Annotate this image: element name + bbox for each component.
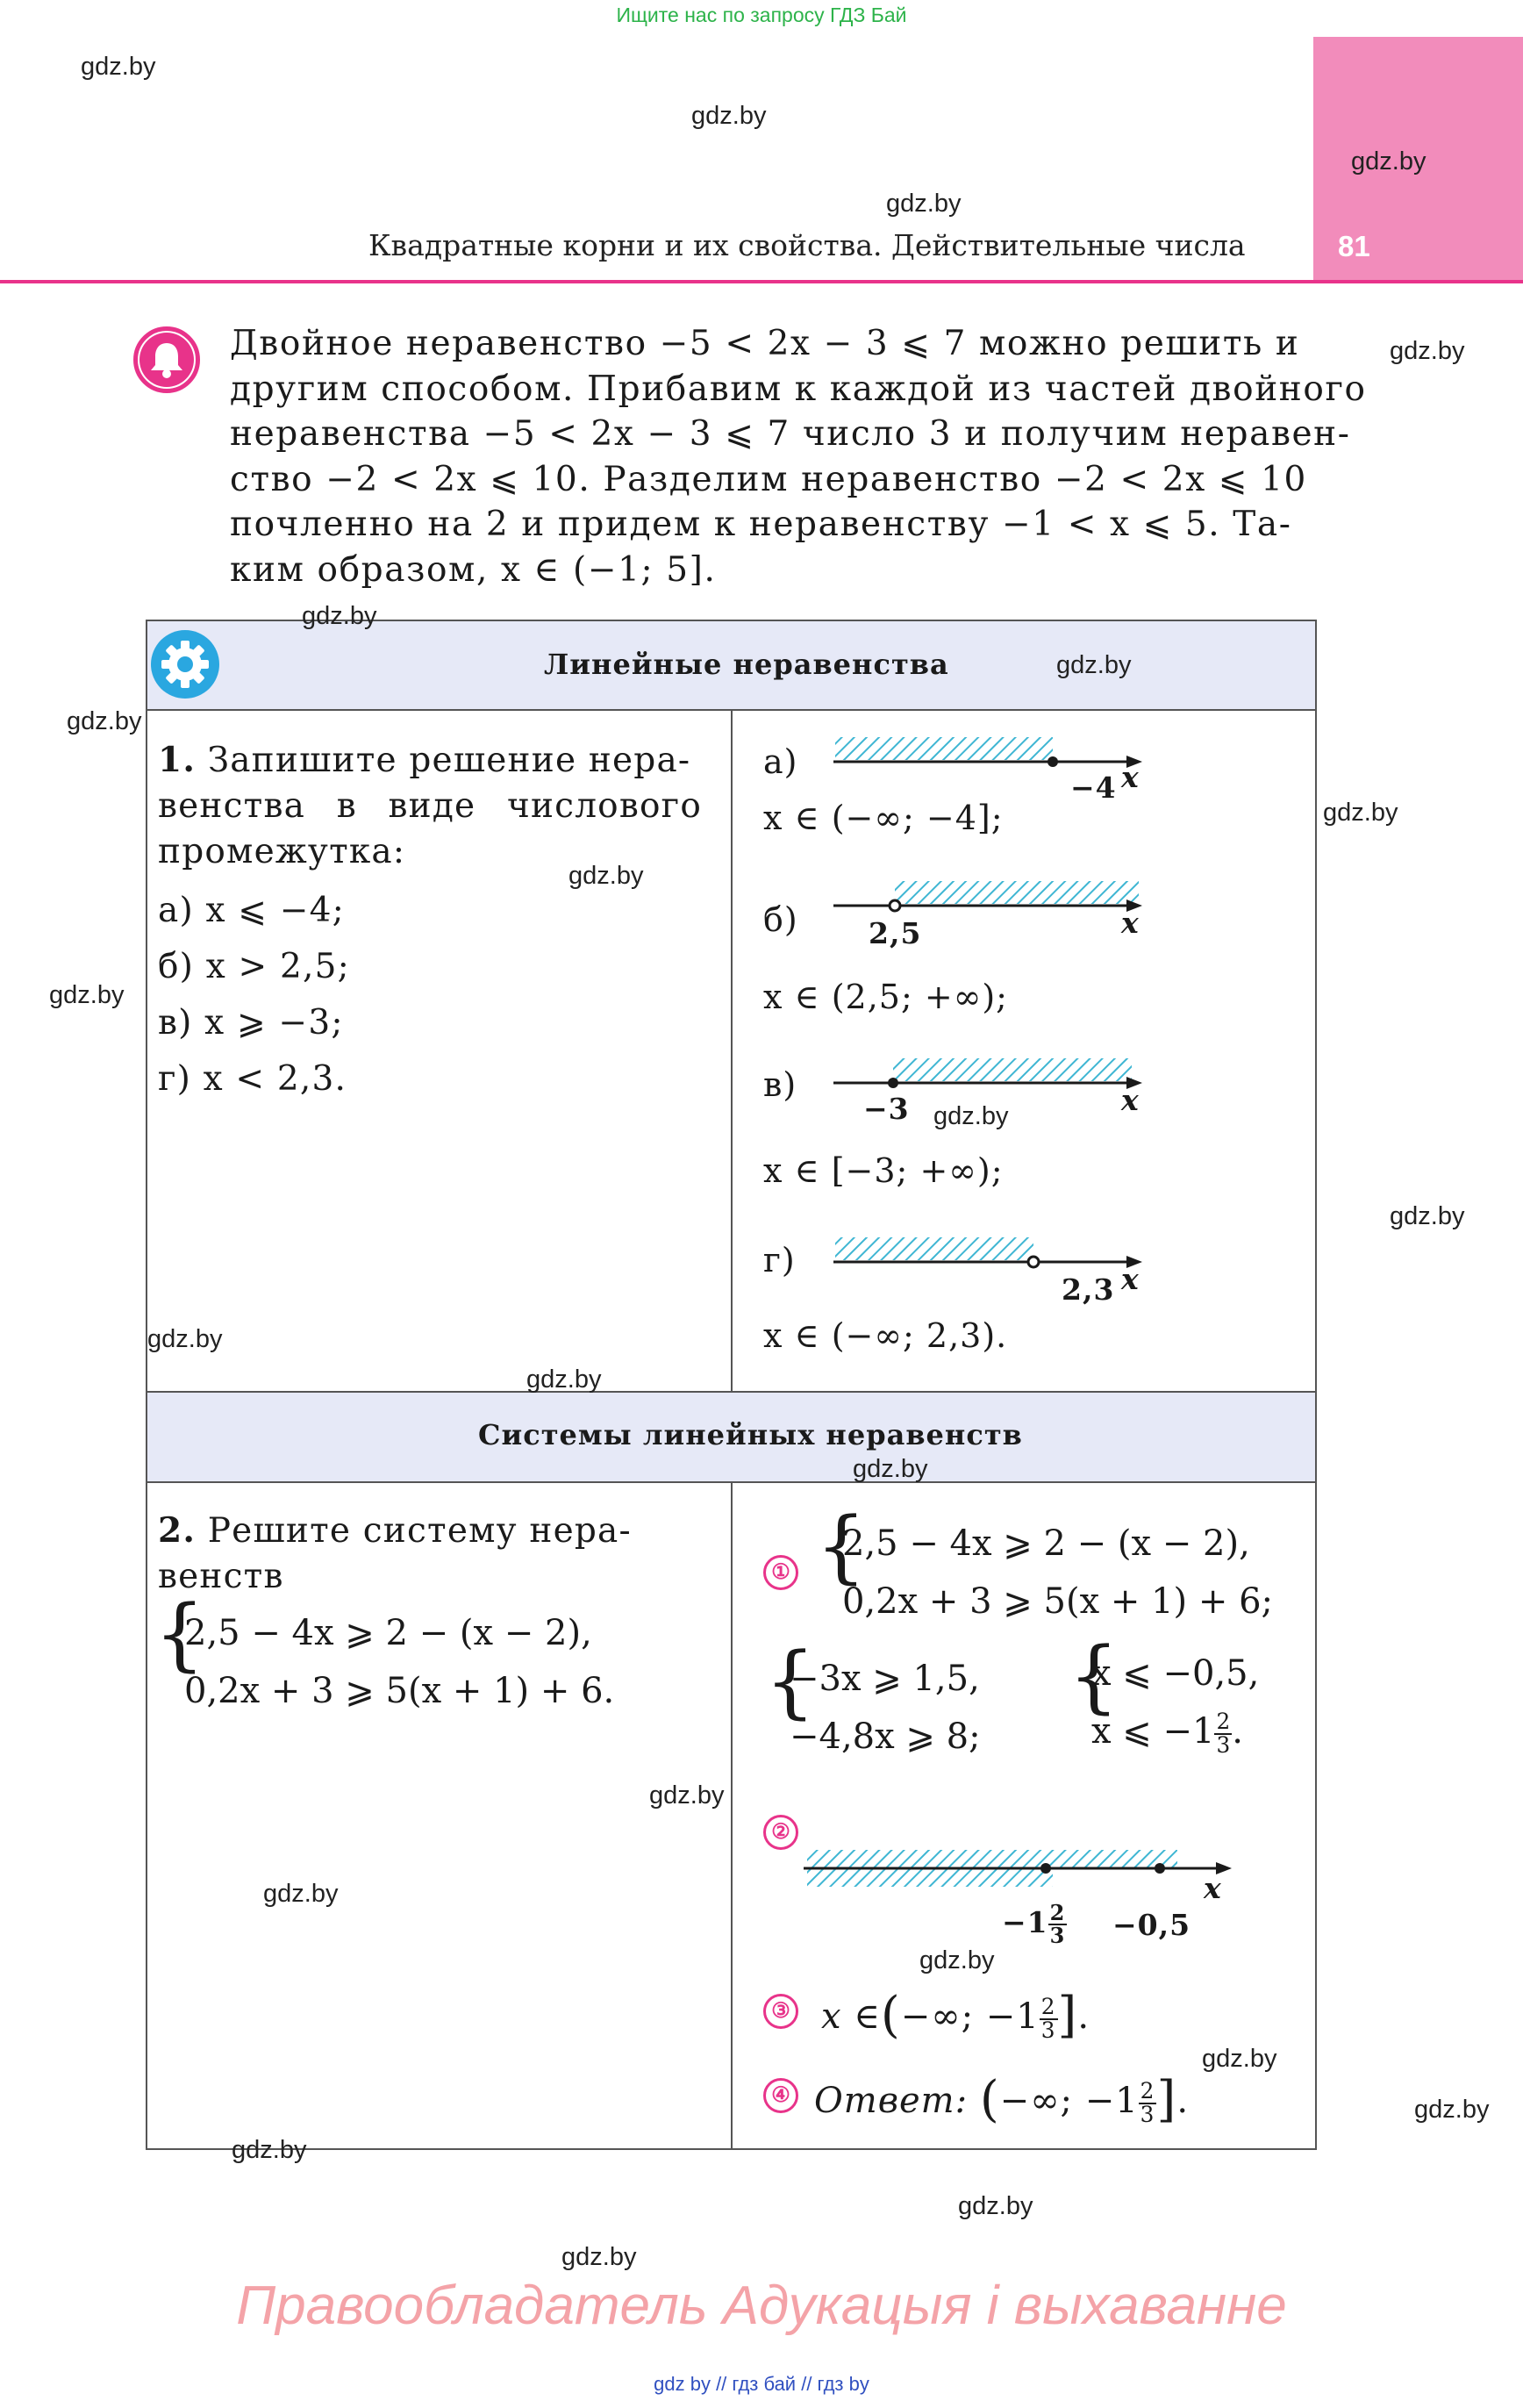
system-eq: x ⩽ −0,5, xyxy=(1091,1653,1260,1694)
intro-paragraph xyxy=(230,321,1367,592)
answer-b-letter: б) xyxy=(763,900,798,939)
task2-number: 2. xyxy=(158,1510,197,1551)
watermark: gdz.by xyxy=(1056,651,1132,679)
task1-line: венства в виде числового xyxy=(158,786,702,826)
step4-answer: Ответ: (−∞; −1 $\frac{2}{3}$ ]. xyxy=(814,2071,1190,2128)
task2-system xyxy=(184,1604,614,1720)
system-eq: 0,2x + 3 ⩾ 5(x + 1) + 6; xyxy=(842,1581,1273,1622)
watermark: gdz.by xyxy=(568,862,644,890)
gear-icon xyxy=(149,628,221,704)
task2-line: Решите систему нера- xyxy=(207,1511,632,1551)
step1-marker: ① xyxy=(763,1555,798,1590)
step3-result: x ∈(−∞; −1 $\frac{2}{3}$ ]. xyxy=(821,1987,1090,2044)
system-eq: −4,8x ⩾ 8; xyxy=(790,1716,981,1757)
section1-title: Линейные неравенства xyxy=(544,648,949,681)
answer-b-result: x ∈ (2,5; +∞); xyxy=(763,978,1008,1016)
watermark: gdz.by xyxy=(958,2192,1033,2220)
axis-label-system: x xyxy=(1204,1871,1222,1905)
watermark: gdz.by xyxy=(1390,1202,1465,1230)
watermark: gdz.by xyxy=(147,1325,223,1353)
step4-marker: ④ xyxy=(763,2078,798,2113)
intro-line: почленно на 2 и придем к неравенству −1 < x ⩽ 5. Та- xyxy=(230,505,1292,544)
system-eq: x ⩽ −1 $\frac{2}{3}$ . xyxy=(1091,1709,1243,1758)
table-border xyxy=(1315,620,1317,2150)
watermark: gdz.by xyxy=(232,2136,307,2164)
watermark: gdz.by xyxy=(853,1455,928,1483)
watermark: gdz.by xyxy=(933,1102,1009,1130)
task1-item: а) x ⩽ −4; xyxy=(158,891,345,930)
running-head: Квадратные корни и их свойства. Действительные числа xyxy=(368,228,1246,262)
watermark: gdz.by xyxy=(1414,2096,1490,2124)
system-brace: { xyxy=(816,1501,867,1593)
watermark: gdz.by xyxy=(886,190,962,218)
task1-line: Запишите решение нера- xyxy=(207,741,691,780)
point-label-d: 2,3 xyxy=(1062,1272,1115,1307)
point-label-c: −3 xyxy=(863,1092,910,1126)
top-note[interactable]: Ищите нас по запросу ГДЗ Бай xyxy=(616,4,907,26)
answer-d-letter: г) xyxy=(763,1241,796,1279)
fraction: $\frac{2}{3}$ xyxy=(1216,1709,1231,1758)
copyright-text: Правообладатель Адукацыя і выхаванне xyxy=(236,2275,1287,2336)
point-label-b: 2,5 xyxy=(869,916,922,950)
task1-number: 1. xyxy=(158,740,197,780)
system-eq: 2,5 − 4x ⩾ 2 − (x − 2), xyxy=(842,1523,1250,1564)
watermark: gdz.by xyxy=(919,1946,995,1974)
watermark: gdz.by xyxy=(649,1781,725,1810)
watermark: gdz.by xyxy=(263,1880,339,1908)
watermark: gdz.by xyxy=(67,707,142,735)
number-line-system xyxy=(798,1843,1237,1896)
system-brace: { xyxy=(1069,1630,1119,1723)
step3-marker: ③ xyxy=(763,1994,798,2029)
intro-line: ким образом, x ∈ (−1; 5]. xyxy=(230,549,717,590)
axis-label-b: x xyxy=(1121,906,1140,940)
footer-links[interactable]: gdz by // гдз бай // гдз by xyxy=(654,2373,869,2395)
sys-b xyxy=(1091,1645,1259,1760)
task2-line: венств xyxy=(158,1557,284,1596)
section2-title: Системы линейных неравенств xyxy=(478,1418,1023,1451)
intro-line: другим способом. Прибавим к каждой из частей двойного xyxy=(230,369,1367,409)
watermark: gdz.by xyxy=(1323,799,1398,827)
task2-text xyxy=(158,1508,702,1600)
watermark: gdz.by xyxy=(49,981,125,1009)
answer-c-result: x ∈ [−3; +∞); xyxy=(763,1151,1004,1190)
watermark: gdz.by xyxy=(302,602,377,630)
answer-c-letter: в) xyxy=(763,1065,797,1104)
watermark: gdz.by xyxy=(1202,2045,1277,2073)
table-border xyxy=(146,1391,1317,1393)
table-border xyxy=(731,709,733,1391)
answer-d-result: x ∈ (−∞; 2,3). xyxy=(763,1316,1008,1355)
step1-system xyxy=(842,1515,1273,1630)
system-eq: 2,5 − 4x ⩾ 2 − (x − 2), xyxy=(184,1613,592,1653)
watermark: gdz.by xyxy=(1351,147,1426,176)
axis-label-a: x xyxy=(1121,760,1140,794)
table-border xyxy=(146,620,147,2150)
task1-item: г) x < 2,3. xyxy=(158,1059,347,1099)
answer-a-letter: а) xyxy=(763,742,798,781)
task1-line: промежутка: xyxy=(158,832,406,871)
sys-a xyxy=(790,1650,981,1766)
watermark: gdz.by xyxy=(1390,337,1465,365)
axis-label-d: x xyxy=(1121,1262,1140,1296)
task1-item: в) x ⩾ −3; xyxy=(158,1003,344,1043)
system-eq: −3x ⩾ 1,5, xyxy=(790,1659,980,1699)
system-brace: { xyxy=(765,1636,816,1728)
watermark: gdz.by xyxy=(691,102,767,130)
system-brace: { xyxy=(154,1588,205,1681)
axis-label-c: x xyxy=(1121,1083,1140,1117)
task1-text xyxy=(158,737,702,875)
step2-marker: ② xyxy=(763,1815,798,1850)
intro-line: ство −2 < 2x ⩽ 10. Разделим неравенство −2 < 2x ⩽ 10 xyxy=(230,459,1307,499)
watermark: gdz.by xyxy=(81,53,156,81)
table-border xyxy=(146,2148,1317,2150)
label-point-a: −1 $\frac{2}{3}$ xyxy=(1002,1900,1066,1948)
bell-icon xyxy=(133,326,200,393)
answer-a-result: x ∈ (−∞; −4]; xyxy=(763,799,1004,837)
header-rule xyxy=(0,280,1523,283)
intro-line: неравенства −5 < 2x − 3 ⩽ 7 число 3 и получим неравен- xyxy=(230,414,1351,454)
watermark: gdz.by xyxy=(526,1365,602,1394)
table-border xyxy=(731,1481,733,2148)
point-label-a: −4 xyxy=(1070,770,1117,805)
label-point-b: −0,5 xyxy=(1112,1908,1191,1942)
intro-line: Двойное неравенство −5 < 2x − 3 ⩽ 7 можно решить и xyxy=(230,324,1300,363)
watermark: gdz.by xyxy=(561,2243,637,2271)
task1-item: б) x > 2,5; xyxy=(158,947,350,986)
system-eq: 0,2x + 3 ⩾ 5(x + 1) + 6. xyxy=(184,1671,615,1711)
task1-items xyxy=(158,883,350,1107)
page-number: 81 xyxy=(1338,230,1370,262)
